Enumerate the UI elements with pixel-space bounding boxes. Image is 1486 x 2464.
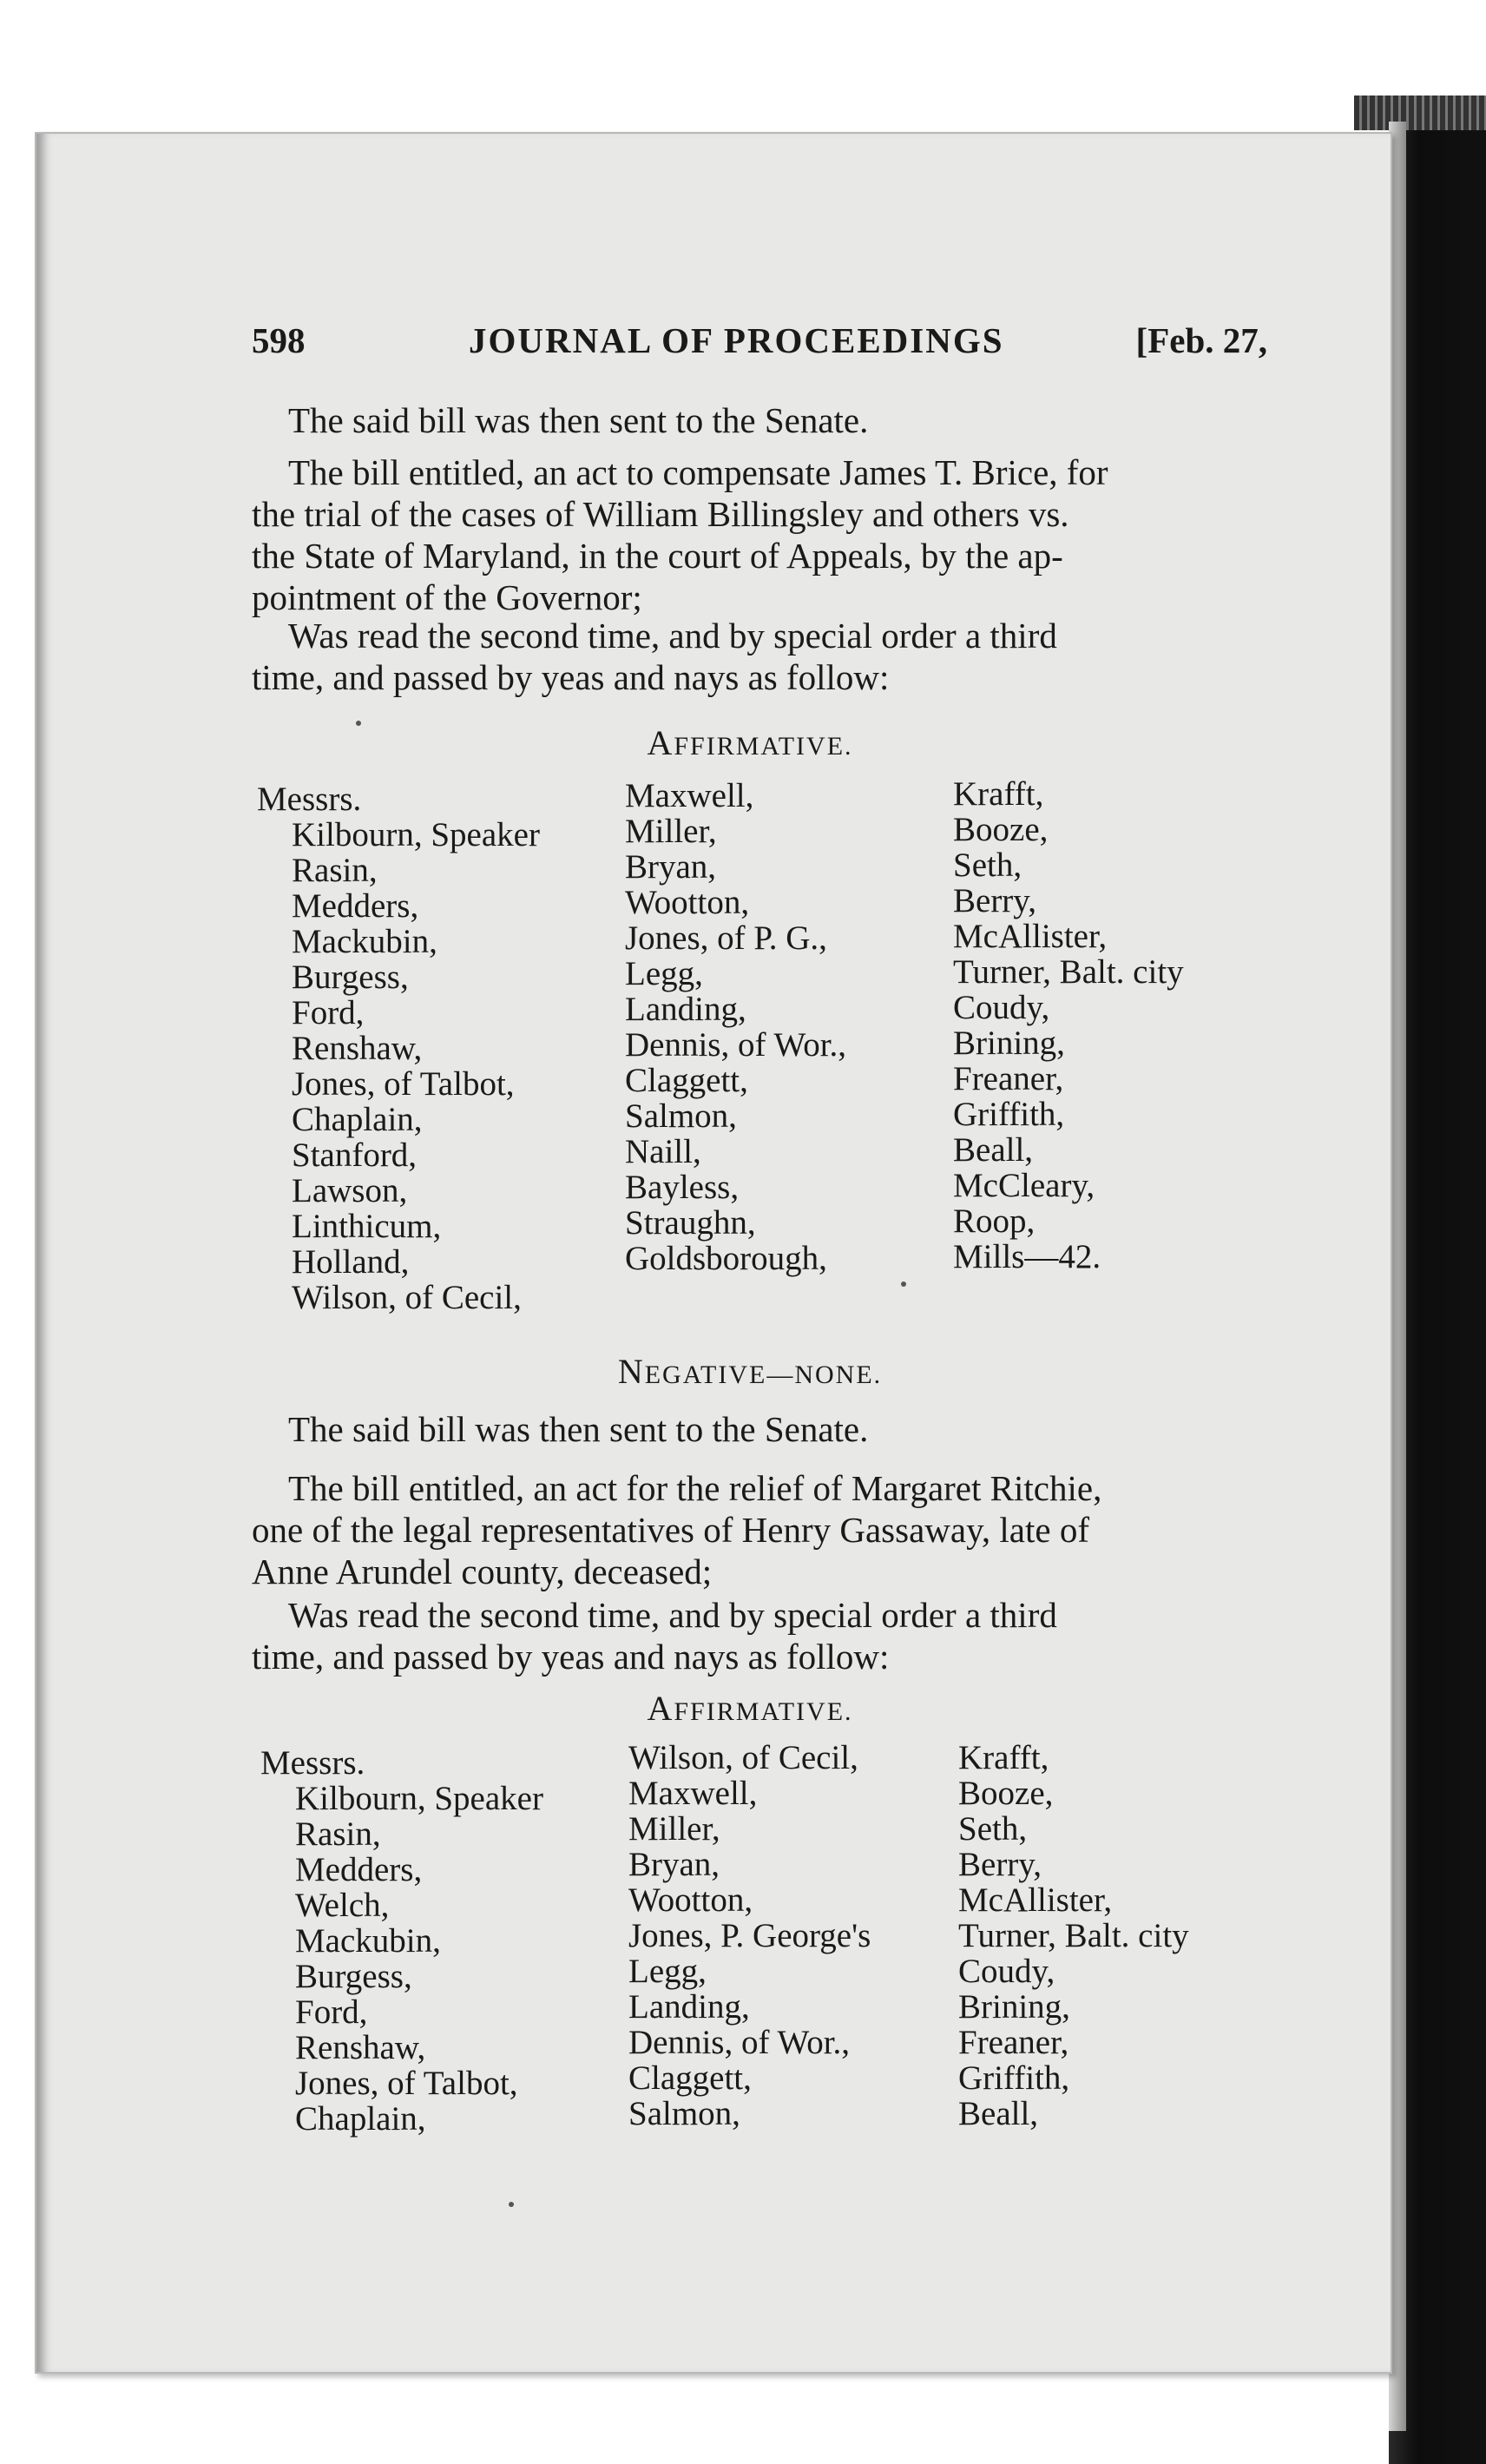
page-number: 598 xyxy=(252,320,306,360)
vote2-column-3: Krafft, Booze, Seth, Berry, McAllister, Turner, Balt. city Coudy, Brining, Freaner, Griffith, Beall, xyxy=(958,1739,1189,2132)
affirmative-heading-1: AFFIRMATIVE. xyxy=(647,723,853,762)
page-header xyxy=(252,320,1267,372)
paragraph-sent-to-senate-1: The said bill was then sent to the Senate. xyxy=(288,400,869,440)
ink-speck xyxy=(509,2202,514,2207)
ink-speck xyxy=(901,1281,906,1287)
paragraph-read-second-time-2: Was read the second time, and by special order a third time, and passed by yeas and nays as follow: xyxy=(252,1595,1057,1677)
paragraph-sent-to-senate-2: The said bill was then sent to the Senate. xyxy=(288,1409,869,1449)
vote1-column-1: Messrs. Kilbourn, Speaker Rasin, Medders, Mackubin, Burgess, Ford, Renshaw, Jones, of Talbot, Chaplain, Stanford, Lawson, Linthicum, Holland, Wilson, of Cecil, xyxy=(257,781,540,1316)
vote1-column-2: Maxwell, Miller, Bryan, Wootton, Jones, of P. G., Legg, Landing, Dennis, of Wor., Claggett, Salmon, Naill, Bayless, Straughn, Goldsborough, xyxy=(625,777,847,1277)
vote1-column-3: Krafft, Booze, Seth, Berry, McAllister, Turner, Balt. city Coudy, Brining, Freaner, Griffith, Beall, McCleary, Roop, Mills—42. xyxy=(953,775,1184,1275)
vote2-column-1: Messrs. Kilbourn, Speaker Rasin, Medders, Welch, Mackubin, Burgess, Ford, Renshaw, Jones, of Talbot, Chaplain, xyxy=(260,1744,543,2138)
paragraph-bill-brice: The bill entitled, an act to compensate James T. Brice, for the trial of the cases of William Billingsley and others vs. the State of Maryland, in the court of Appeals, by the ap- pointment of the Governor; xyxy=(252,452,1108,617)
affirmative-heading-2: AFFIRMATIVE. xyxy=(647,1689,853,1728)
header-date: [Feb. 27, xyxy=(1135,320,1267,360)
vote2-column-2: Wilson, of Cecil, Maxwell, Miller, Bryan, Wootton, Jones, P. George's Legg, Landing, Dennis, of Wor., Claggett, Salmon, xyxy=(628,1739,871,2132)
binding-strip xyxy=(1354,96,1486,130)
paragraph-read-second-time-1: Was read the second time, and by special order a third time, and passed by yeas and nays as follow: xyxy=(252,616,1057,697)
running-title: JOURNAL OF PROCEEDINGS xyxy=(469,320,1004,360)
paragraph-bill-ritchie: The bill entitled, an act for the relief of Margaret Ritchie, one of the legal representatives of Henry Gassaway, late of Anne Arundel county, deceased; xyxy=(252,1468,1102,1591)
negative-heading-1: NEGATIVE—NONE. xyxy=(617,1352,883,1391)
